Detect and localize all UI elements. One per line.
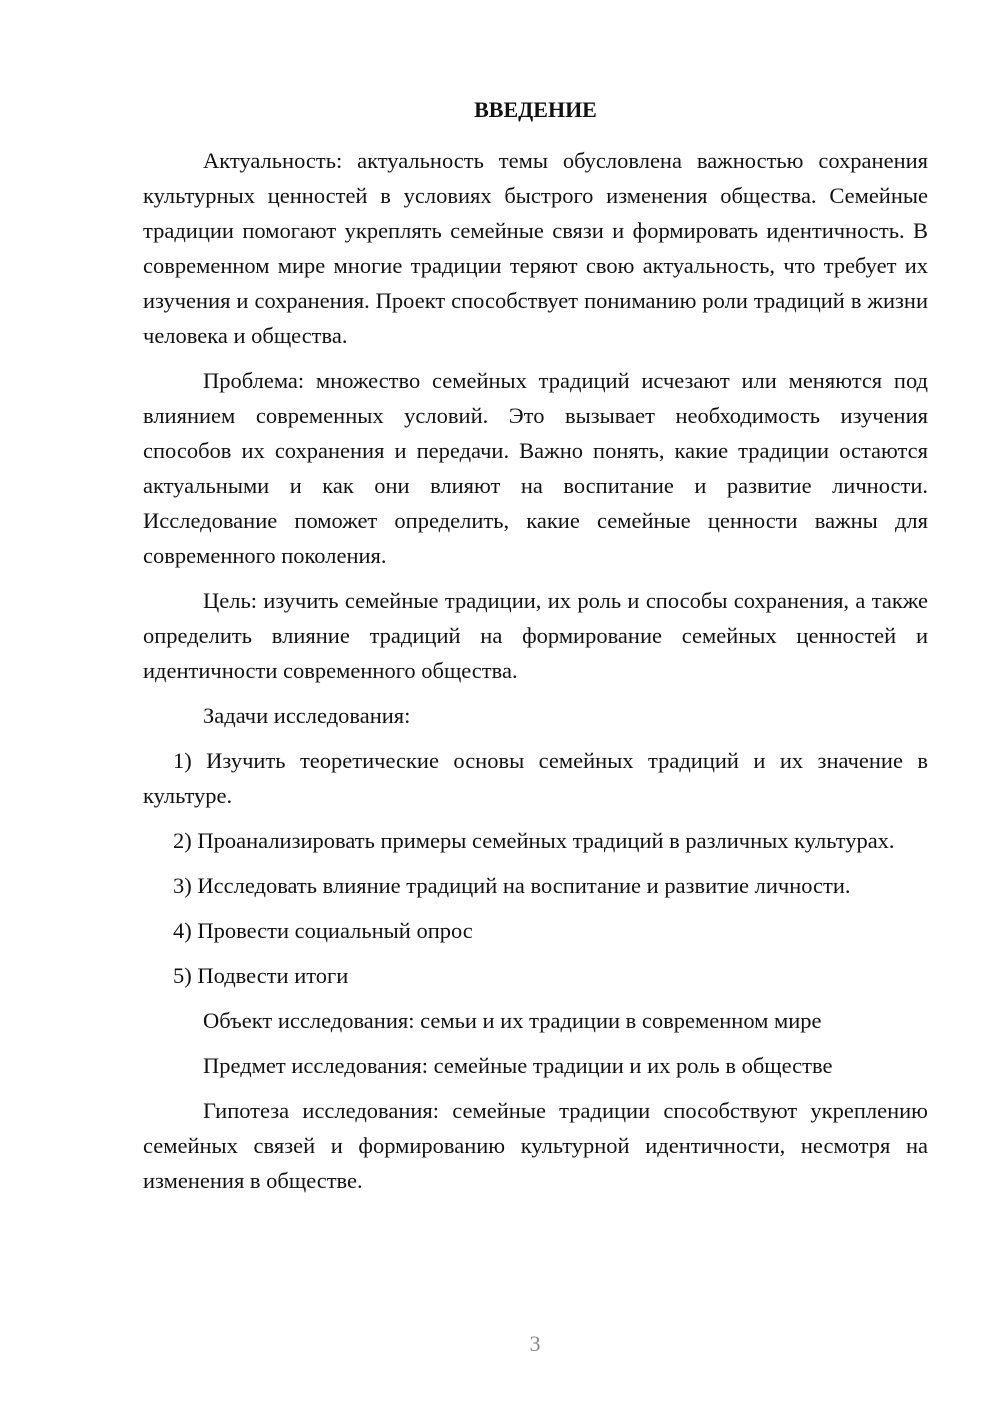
research-object: Объект исследования: семьи и их традиции в современном мире [203,1008,822,1033]
research-hypothesis: Гипотеза исследования: семейные традиции способствуют укреплению семейных связей и формированию культурной идентичности, несмотря на изменения в обществе. [143,1098,928,1193]
task-item-1: 1) Изучить теоретические основы семейных традиций и их значение в культуре. [143,748,928,808]
task-item-2: 2) Проанализировать примеры семейных традиций в различных культурах. [173,828,895,853]
paragraph-goal: Цель: изучить семейные традиции, их роль и способы сохранения, а также определить влияние традиций на формирование семейных ценностей и идентичности современного общества. [143,588,928,683]
page-content [143,94,928,1208]
task-item-4: 4) Провести социальный опрос [173,918,473,943]
task-item-5: 5) Подвести итоги [173,963,349,988]
page-title: ВВЕДЕНИЕ [474,97,597,122]
task-item-3: 3) Исследовать влияние традиций на воспитание и развитие личности. [173,873,851,898]
tasks-heading: Задачи исследования: [203,703,411,728]
paragraph-relevance: Актуальность: актуальность темы обусловлена важностью сохранения культурных ценностей в условиях быстрого изменения общества. Семейные традиции помогают укреплять семейные связи и формировать идентичность. В современном мире многие традиции теряют свою актуальность, что требует их изучения и сохранения. Проект способствует пониманию роли традиций в жизни человека и общества. [143,148,928,348]
paragraph-problem: Проблема: множество семейных традиций исчезают или меняются под влиянием современных условий. Это вызывает необходимость изучения способов их сохранения и передачи. Важно понять, какие традиции остаются актуальными и как они влияют на воспитание и развитие личности. Исследование поможет определить, какие семейные ценности важны для современного поколения. [143,368,928,568]
page-number: 3 [529,1331,541,1356]
research-subject: Предмет исследования: семейные традиции и их роль в обществе [203,1053,833,1078]
